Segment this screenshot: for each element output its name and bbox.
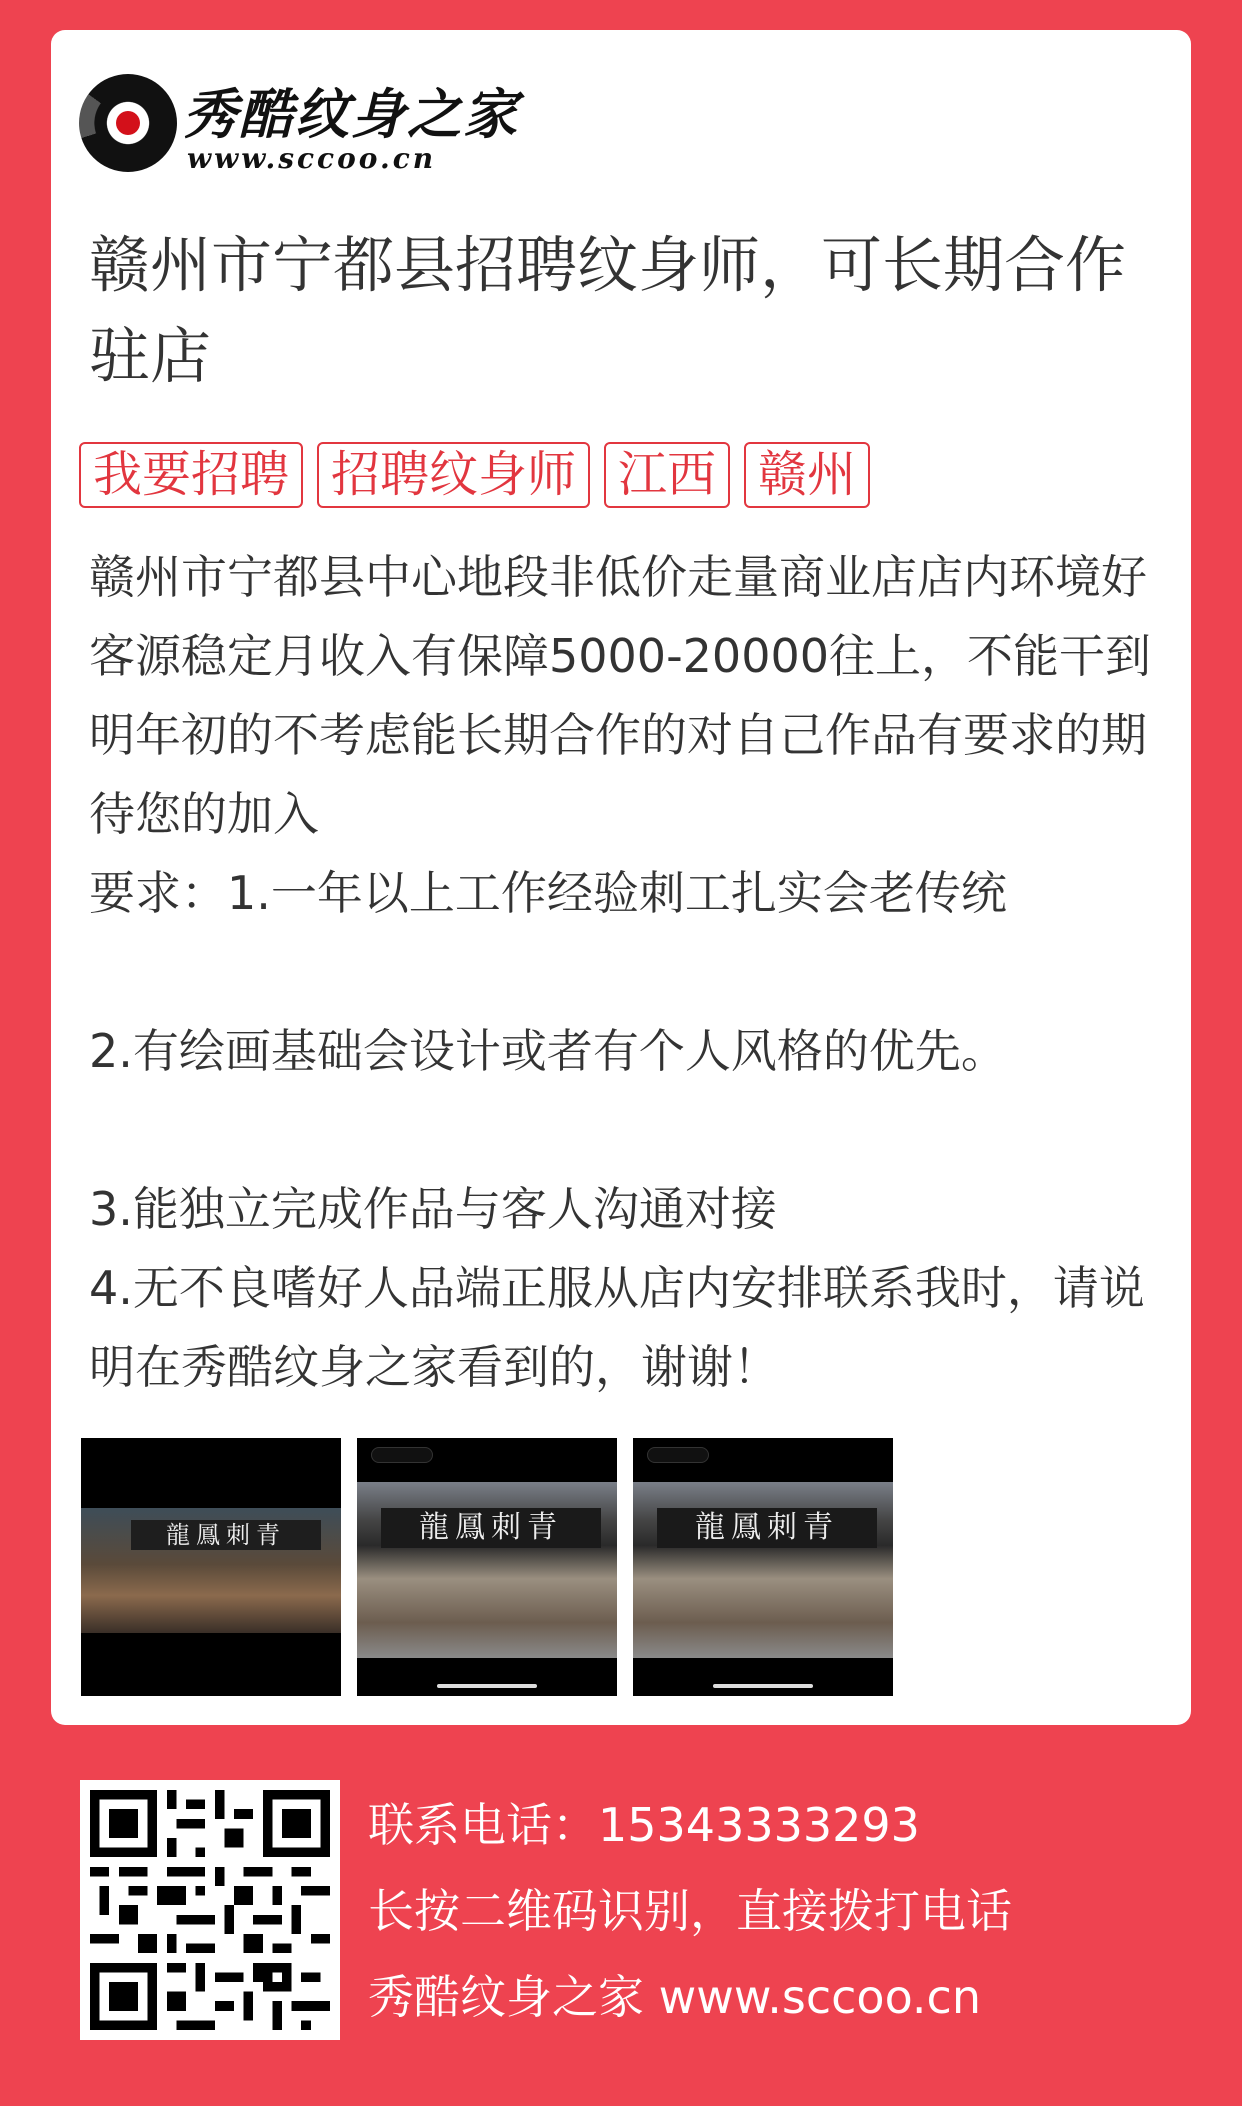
contact-hint: 长按二维码识别，直接拨打电话 (368, 1884, 1012, 1938)
shop-sign: 龍鳳刺青 (381, 1508, 601, 1548)
post-card (51, 30, 1191, 1725)
gallery-photo[interactable] (357, 1438, 617, 1696)
contact-site[interactable]: 秀酷纹身之家 www.sccoo.cn (368, 1970, 981, 2024)
tag-hiring[interactable]: 我要招聘 (79, 442, 303, 508)
home-indicator (437, 1684, 537, 1688)
home-indicator (713, 1684, 813, 1688)
tag-jiangxi[interactable]: 江西 (604, 442, 730, 508)
site-logo[interactable] (79, 70, 519, 180)
tag-ganzhou[interactable]: 赣州 (744, 442, 870, 508)
logo-title: 秀酷纹身之家 (183, 82, 519, 146)
tag-list (79, 442, 870, 508)
gallery-photo[interactable] (81, 1438, 341, 1696)
qr-code[interactable] (80, 1780, 340, 2040)
tag-tattoo-artist[interactable]: 招聘纹身师 (317, 442, 590, 508)
photo-gallery (81, 1438, 893, 1696)
contact-phone[interactable]: 联系电话：15343333293 (368, 1798, 920, 1852)
logo-url: www.sccoo.cn (187, 142, 437, 175)
logo-red-dot (116, 111, 140, 135)
shop-sign: 龍鳳刺青 (657, 1508, 877, 1548)
phone-status-bar (371, 1444, 603, 1466)
phone-status-bar (647, 1444, 879, 1466)
dynamic-island (371, 1447, 433, 1463)
shop-sign: 龍鳳刺青 (131, 1520, 321, 1550)
contact-info (368, 1782, 1012, 2040)
dynamic-island (647, 1447, 709, 1463)
qr-code-icon (90, 1790, 330, 2030)
post-body: 赣州市宁都县中心地段非低价走量商业店店内环境好客源稳定月收入有保障5000-20000往上，不能干到明年初的不考虑能长期合作的对自己作品有要求的期待您的加入 要求：1.一年以上工作经验刺工扎实会老传统 2.有绘画基础会设计或者有个人风格的优先。 3.能独立完成作品与客人沟通对接 4.无不良嗜好人品端正服从店内安排联系我时，请说明在秀酷纹身之家看到的，谢谢！ (89, 550, 1151, 1394)
post-title: 赣州市宁都县招聘纹身师，可长期合作驻店 (89, 230, 1127, 392)
gallery-photo[interactable] (633, 1438, 893, 1696)
